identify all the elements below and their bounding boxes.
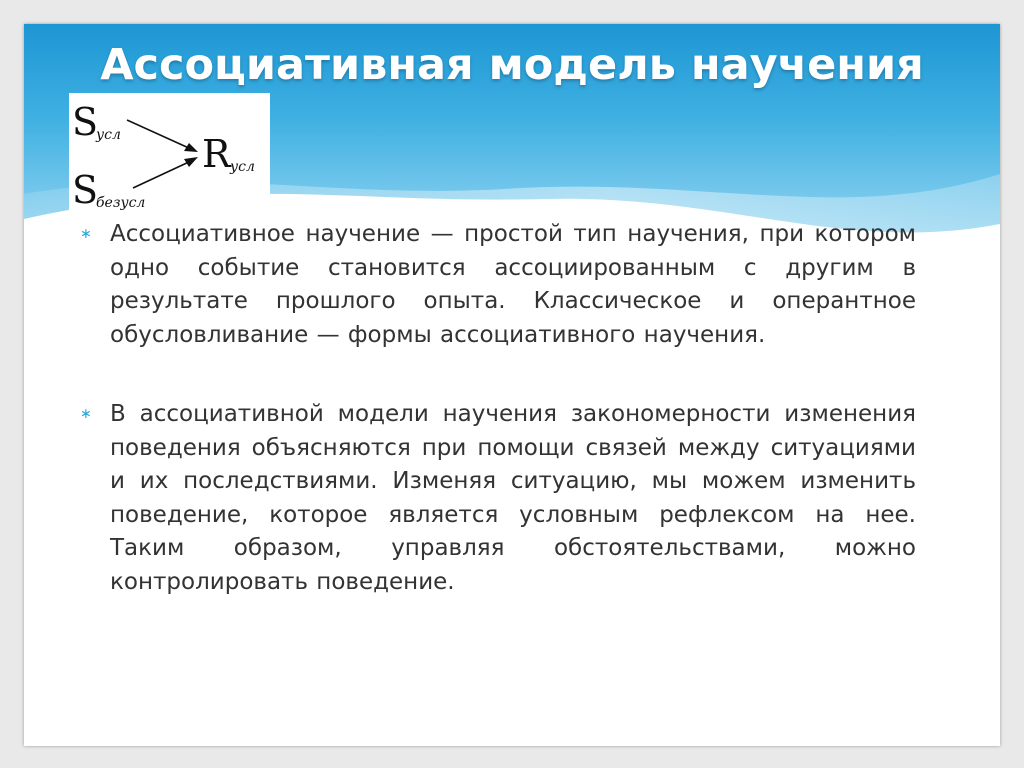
bullet-text: Ассоциативное научение — простой тип научения, при котором одно событие становится ассоциированным с другим в результате прошлого опыта. Классическое и оперантное обусловливание — формы ассоциативного научения.: [110, 221, 916, 348]
bullet-item-associative-learning: [80, 218, 916, 352]
stimulus-conditioned-letter: S: [72, 100, 99, 144]
response-subscript: усл: [230, 159, 255, 175]
asterisk-icon: ∗: [80, 226, 92, 242]
slide: [24, 24, 1000, 746]
arrow-upper-icon: [127, 120, 198, 152]
response-conditioned: [202, 132, 255, 176]
bullet-item-associative-model: [80, 398, 916, 599]
slide-title: Ассоциативная модель научения: [100, 40, 924, 90]
arrow-lower-icon: [133, 157, 198, 188]
bullet-text: В ассоциативной модели научения закономерности изменения поведения объясняются при помощи связей между ситуациями и их последствиями. Изменяя ситуацию, мы можем изменить поведение, которое является условным рефлексом на нее. Таким образом, управляя обстоятельствами, можно контролировать поведение.: [110, 401, 916, 595]
stimulus-conditioned: [72, 100, 121, 144]
response-letter: R: [202, 132, 231, 176]
stimulus-conditioned-subscript: усл: [96, 127, 121, 143]
conditioning-formula: [69, 93, 270, 215]
stimulus-unconditioned: [72, 168, 145, 212]
stimulus-unconditioned-subscript: безусл: [96, 195, 146, 211]
stimulus-unconditioned-letter: S: [72, 168, 99, 212]
bullet-list: [80, 218, 916, 599]
asterisk-icon: ∗: [80, 406, 92, 422]
